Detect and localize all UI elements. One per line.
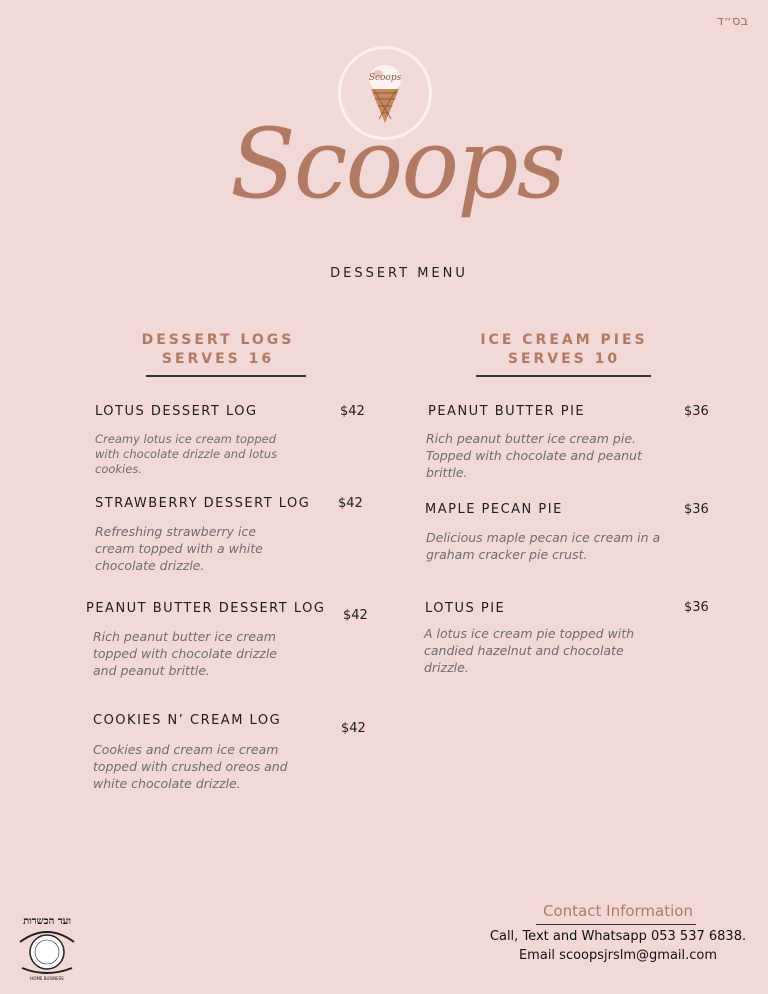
section-serves-dessert-logs: SERVES 16 [161, 351, 275, 367]
blessing-text: בס״ד [716, 14, 748, 29]
menu-item-name: PEANUT BUTTER PIE [428, 404, 586, 419]
brand-name: Scoops [230, 108, 564, 220]
section-divider [476, 375, 651, 377]
menu-item-name: MAPLE PECAN PIE [425, 502, 563, 517]
menu-item-price: $42 [341, 721, 366, 736]
menu-item-price: $42 [340, 404, 365, 419]
section-divider [146, 375, 306, 377]
menu-item-description: Delicious maple pecan ice cream in a graham cracker pie crust. [426, 530, 661, 562]
section-title-dessert-logs: DESSERT LOGS [141, 332, 295, 348]
menu-item-price: $36 [684, 404, 709, 419]
section-serves-ice-cream-pies: SERVES 10 [507, 351, 621, 367]
menu-item-name: STRAWBERRY DESSERT LOG [95, 496, 311, 511]
menu-item-description: Creamy lotus ice cream topped with chocolate drizzle and lotus cookies. [95, 432, 278, 476]
logo-text: Scoops [368, 73, 402, 83]
menu-item-name: COOKIES N’ CREAM LOG [93, 713, 282, 728]
section-title-ice-cream-pies: ICE CREAM PIES [480, 332, 648, 348]
menu-item-name: LOTUS PIE [425, 601, 506, 616]
menu-item-description: Refreshing strawberry ice cream topped with a white chocolate drizzle. [95, 524, 263, 573]
page-subtitle: DESSERT MENU [330, 266, 468, 281]
menu-item-description: Rich peanut butter ice cream pie. Topped with chocolate and peanut brittle. [426, 431, 642, 480]
kashrut-seal [14, 912, 80, 982]
menu-item-price: $36 [684, 502, 709, 517]
seal-text-bottom: HOME BUSINESS [30, 976, 64, 981]
menu-item-name: LOTUS DESSERT LOG [95, 404, 258, 419]
contact-heading: Contact Information [543, 902, 693, 920]
menu-item-description: Cookies and cream ice cream topped with crushed oreos and white chocolate drizzle. [93, 742, 288, 791]
menu-item-description: Rich peanut butter ice cream topped with chocolate drizzle and peanut brittle. [93, 629, 278, 678]
menu-item-name: PEANUT BUTTER DESSERT LOG [86, 601, 326, 616]
kashrut-seal-icon [14, 912, 80, 982]
menu-item-price: $36 [684, 600, 709, 615]
contact-email: Email scoopsjrslm@gmail.com [518, 948, 718, 963]
menu-item-price: $42 [338, 496, 363, 511]
seal-text-top: ועד הכשרות [23, 916, 71, 927]
menu-item-description: A lotus ice cream pie topped with candied hazelnut and chocolate drizzle. [424, 626, 635, 675]
contact-divider [536, 924, 696, 925]
contact-phone: Call, Text and Whatsapp 053 537 6838. [489, 929, 747, 944]
menu-item-price: $42 [343, 608, 368, 623]
